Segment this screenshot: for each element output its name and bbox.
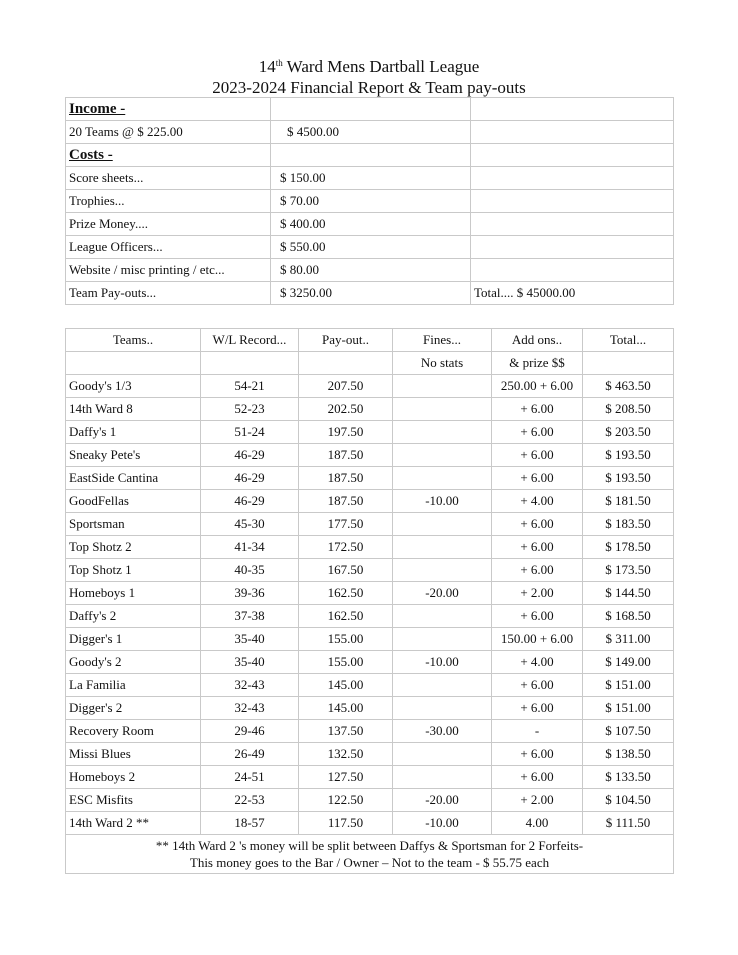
team-name: Homeboys 1	[66, 582, 201, 605]
addons-value: + 6.00	[492, 743, 583, 766]
total-value: $ 107.50	[583, 720, 674, 743]
addons-value: + 6.00	[492, 605, 583, 628]
total-value: $ 138.50	[583, 743, 674, 766]
fine-value	[393, 605, 492, 628]
income-heading: Income -	[66, 98, 271, 121]
total-value: $ 463.50	[583, 375, 674, 398]
wl-record: 45-30	[201, 513, 299, 536]
fine-value	[393, 513, 492, 536]
table-row	[66, 605, 674, 628]
wl-record: 22-53	[201, 789, 299, 812]
addons-value: + 6.00	[492, 467, 583, 490]
cost-label: Website / misc printing / etc...	[66, 259, 271, 282]
total-value: $ 193.50	[583, 444, 674, 467]
cost-total: Total.... $ 45000.00	[471, 282, 674, 305]
table-row	[66, 536, 674, 559]
column-header: Add ons..	[492, 329, 583, 352]
income-label: 20 Teams @ $ 225.00	[66, 121, 271, 144]
report-title-line2: 2023-2024 Financial Report & Team pay-outs	[212, 78, 526, 97]
team-name: Digger's 1	[66, 628, 201, 651]
team-name: Top Shotz 2	[66, 536, 201, 559]
wl-record: 37-38	[201, 605, 299, 628]
wl-record: 32-43	[201, 697, 299, 720]
fine-value	[393, 559, 492, 582]
total-value: $ 168.50	[583, 605, 674, 628]
payout-value: 202.50	[299, 398, 393, 421]
wl-record: 24-51	[201, 766, 299, 789]
fine-value	[393, 536, 492, 559]
fine-value	[393, 628, 492, 651]
fine-value: -10.00	[393, 812, 492, 835]
cost-value: $ 400.00	[271, 213, 471, 236]
wl-record: 40-35	[201, 559, 299, 582]
team-name: GoodFellas	[66, 490, 201, 513]
payout-value: 162.50	[299, 582, 393, 605]
table-row	[66, 743, 674, 766]
fine-value	[393, 467, 492, 490]
table-row	[66, 490, 674, 513]
cost-row	[66, 190, 674, 213]
wl-record: 54-21	[201, 375, 299, 398]
cost-row	[66, 282, 674, 305]
addons-value: + 6.00	[492, 766, 583, 789]
fine-value	[393, 766, 492, 789]
table-row	[66, 789, 674, 812]
table-row	[66, 559, 674, 582]
cost-label: Team Pay-outs...	[66, 282, 271, 305]
addons-value: -	[492, 720, 583, 743]
fine-value	[393, 421, 492, 444]
cost-value: $ 80.00	[271, 259, 471, 282]
column-subheader	[583, 352, 674, 375]
table-row	[66, 375, 674, 398]
table-row	[66, 628, 674, 651]
table-row	[66, 697, 674, 720]
payout-value: 132.50	[299, 743, 393, 766]
team-name: Daffy's 2	[66, 605, 201, 628]
team-name: Goody's 1/3	[66, 375, 201, 398]
addons-value: 150.00 + 6.00	[492, 628, 583, 651]
fine-value	[393, 743, 492, 766]
wl-record: 35-40	[201, 628, 299, 651]
column-subheader: No stats	[393, 352, 492, 375]
payout-value: 155.00	[299, 628, 393, 651]
cost-extra	[471, 190, 674, 213]
team-name: Homeboys 2	[66, 766, 201, 789]
cost-label: Score sheets...	[66, 167, 271, 190]
team-name: 14th Ward 2 **	[66, 812, 201, 835]
table-row	[66, 421, 674, 444]
table-row	[66, 398, 674, 421]
total-value: $ 181.50	[583, 490, 674, 513]
table-row	[66, 582, 674, 605]
total-value: $ 311.00	[583, 628, 674, 651]
addons-value: + 6.00	[492, 421, 583, 444]
cost-value: $ 550.00	[271, 236, 471, 259]
financial-summary-table	[65, 97, 674, 305]
table-row	[66, 674, 674, 697]
total-value: $ 104.50	[583, 789, 674, 812]
wl-record: 46-29	[201, 490, 299, 513]
total-value: $ 193.50	[583, 467, 674, 490]
column-header: Fines...	[393, 329, 492, 352]
payout-value: 162.50	[299, 605, 393, 628]
payout-value: 167.50	[299, 559, 393, 582]
total-value: $ 178.50	[583, 536, 674, 559]
total-value: $ 183.50	[583, 513, 674, 536]
addons-value: + 6.00	[492, 536, 583, 559]
fine-value: -20.00	[393, 582, 492, 605]
total-value: $ 173.50	[583, 559, 674, 582]
payout-value: 177.50	[299, 513, 393, 536]
fine-value	[393, 398, 492, 421]
wl-record: 26-49	[201, 743, 299, 766]
team-name: EastSide Cantina	[66, 467, 201, 490]
total-value: $ 151.00	[583, 697, 674, 720]
total-value: $ 151.00	[583, 674, 674, 697]
wl-record: 52-23	[201, 398, 299, 421]
note-line-2: This money goes to the Bar / Owner – Not to the team - $ 55.75 each	[189, 855, 550, 870]
cost-label: League Officers...	[66, 236, 271, 259]
wl-record: 32-43	[201, 674, 299, 697]
cost-value: $ 150.00	[271, 167, 471, 190]
payout-value: 187.50	[299, 444, 393, 467]
table-row	[66, 513, 674, 536]
team-name: Top Shotz 1	[66, 559, 201, 582]
total-value: $ 144.50	[583, 582, 674, 605]
column-header: Total...	[583, 329, 674, 352]
team-name: La Familia	[66, 674, 201, 697]
wl-record: 46-29	[201, 444, 299, 467]
fine-value: -20.00	[393, 789, 492, 812]
wl-record: 51-24	[201, 421, 299, 444]
team-name: Daffy's 1	[66, 421, 201, 444]
column-subheader	[201, 352, 299, 375]
table-row	[66, 720, 674, 743]
table-row	[66, 467, 674, 490]
payout-value: 137.50	[299, 720, 393, 743]
addons-value: + 4.00	[492, 651, 583, 674]
table-row	[66, 766, 674, 789]
wl-record: 18-57	[201, 812, 299, 835]
cost-row	[66, 259, 674, 282]
column-subheader: & prize $$	[492, 352, 583, 375]
cost-value: $ 3250.00	[271, 282, 471, 305]
addons-value: 250.00 + 6.00	[492, 375, 583, 398]
total-value: $ 203.50	[583, 421, 674, 444]
wl-record: 35-40	[201, 651, 299, 674]
payout-value: 127.50	[299, 766, 393, 789]
table-row	[66, 812, 674, 835]
note-line-1: ** 14th Ward 2 's money will be split between Daffys & Sportsman for 2 Forfeits-	[155, 838, 584, 853]
team-payouts-table	[65, 328, 674, 874]
cost-label: Prize Money....	[66, 213, 271, 236]
forfeit-note	[66, 835, 674, 874]
cost-row	[66, 167, 674, 190]
addons-value: + 6.00	[492, 559, 583, 582]
payout-value: 145.00	[299, 697, 393, 720]
cost-row	[66, 236, 674, 259]
wl-record: 46-29	[201, 467, 299, 490]
table-row	[66, 651, 674, 674]
payout-value: 197.50	[299, 421, 393, 444]
addons-value: + 6.00	[492, 513, 583, 536]
payout-value: 155.00	[299, 651, 393, 674]
column-header: Teams..	[66, 329, 201, 352]
fine-value	[393, 674, 492, 697]
fine-value	[393, 375, 492, 398]
payout-value: 207.50	[299, 375, 393, 398]
payout-value: 172.50	[299, 536, 393, 559]
fine-value	[393, 444, 492, 467]
fine-value: -30.00	[393, 720, 492, 743]
addons-value: + 2.00	[492, 582, 583, 605]
table-row	[66, 444, 674, 467]
addons-value: + 6.00	[492, 398, 583, 421]
cost-extra	[471, 259, 674, 282]
addons-value: + 6.00	[492, 674, 583, 697]
income-value: $ 4500.00	[271, 121, 471, 144]
addons-value: + 6.00	[492, 697, 583, 720]
total-value: $ 208.50	[583, 398, 674, 421]
wl-record: 41-34	[201, 536, 299, 559]
report-title-line1: 14th Ward Mens Dartball League	[258, 57, 480, 76]
team-name: Recovery Room	[66, 720, 201, 743]
wl-record: 39-36	[201, 582, 299, 605]
column-subheader	[299, 352, 393, 375]
payout-value: 145.00	[299, 674, 393, 697]
cost-extra	[471, 213, 674, 236]
addons-value: + 4.00	[492, 490, 583, 513]
column-header: W/L Record...	[201, 329, 299, 352]
payout-value: 187.50	[299, 490, 393, 513]
column-header: Pay-out..	[299, 329, 393, 352]
total-value: $ 149.00	[583, 651, 674, 674]
cost-extra	[471, 236, 674, 259]
header-row	[66, 329, 674, 352]
wl-record: 29-46	[201, 720, 299, 743]
fine-value: -10.00	[393, 651, 492, 674]
costs-heading: Costs -	[66, 144, 271, 167]
forfeit-note-row	[66, 835, 674, 874]
payout-value: 187.50	[299, 467, 393, 490]
team-name: Sneaky Pete's	[66, 444, 201, 467]
subheader-row	[66, 352, 674, 375]
column-subheader	[66, 352, 201, 375]
cost-row	[66, 213, 674, 236]
team-name: Missi Blues	[66, 743, 201, 766]
team-name: Digger's 2	[66, 697, 201, 720]
cost-label: Trophies...	[66, 190, 271, 213]
addons-value: 4.00	[492, 812, 583, 835]
fine-value: -10.00	[393, 490, 492, 513]
total-value: $ 111.50	[583, 812, 674, 835]
total-value: $ 133.50	[583, 766, 674, 789]
payout-value: 122.50	[299, 789, 393, 812]
addons-value: + 6.00	[492, 444, 583, 467]
team-name: 14th Ward 8	[66, 398, 201, 421]
payout-value: 117.50	[299, 812, 393, 835]
team-name: Sportsman	[66, 513, 201, 536]
team-name: ESC Misfits	[66, 789, 201, 812]
fine-value	[393, 697, 492, 720]
cost-extra	[471, 167, 674, 190]
cost-value: $ 70.00	[271, 190, 471, 213]
addons-value: + 2.00	[492, 789, 583, 812]
team-name: Goody's 2	[66, 651, 201, 674]
